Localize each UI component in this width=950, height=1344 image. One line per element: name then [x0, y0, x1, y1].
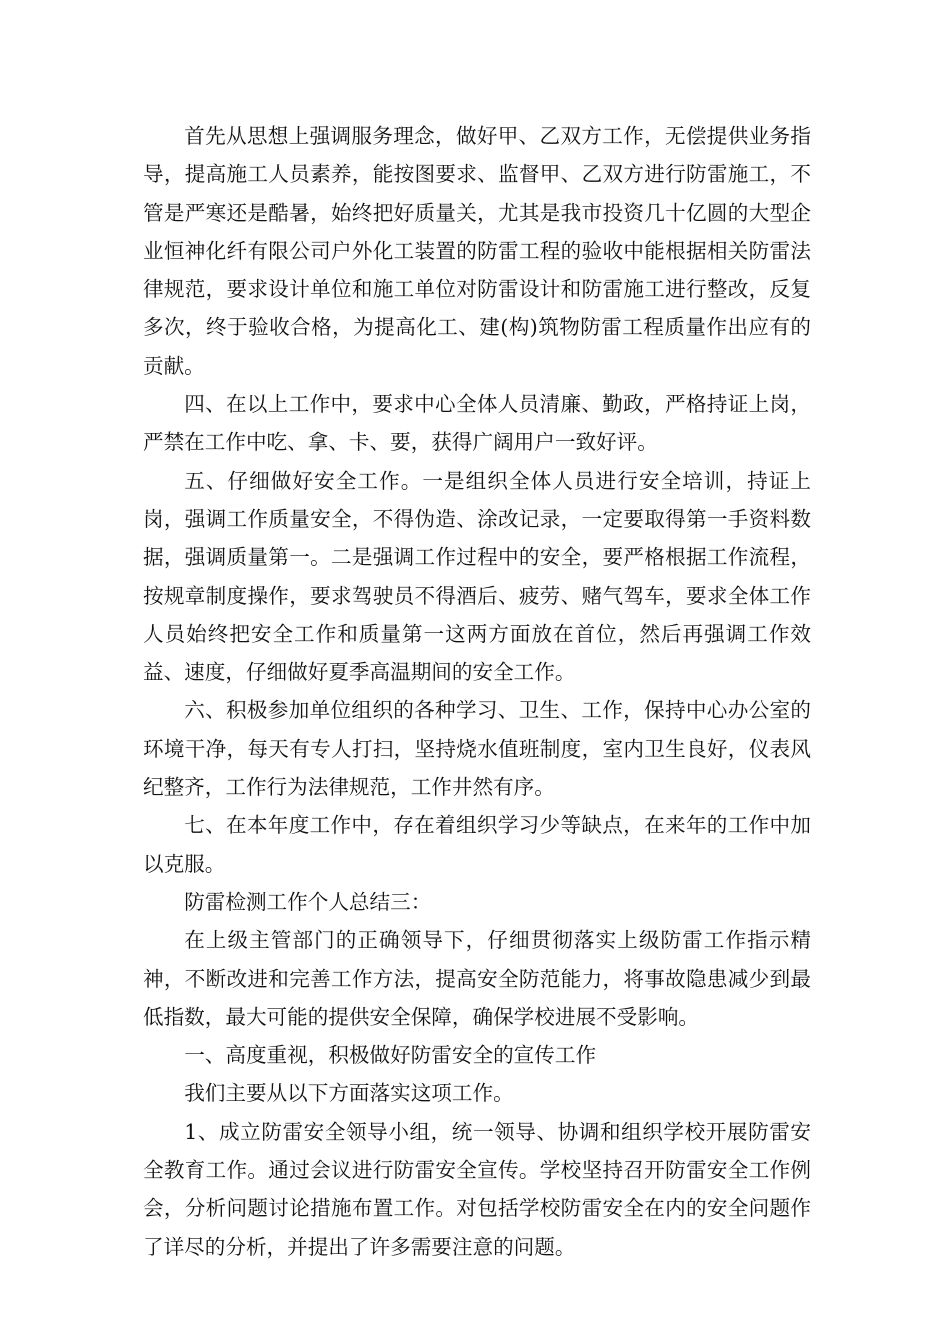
- paragraph: 1、成立防雷安全领导小组，统一领导、协调和组织学校开展防雷安全教育工作。通过会议进行防雷安全宣传。学校坚持召开防雷安全工作例会，分析问题讨论措施布置工作。对包括学校防雷安全在内的安全问题作了详尽的分析，并提出了许多需要注意的问题。: [143, 1119, 811, 1259]
- paragraph: 我们主要从以下方面落实这项工作。: [184, 1081, 514, 1106]
- paragraph: 七、在本年度工作中，存在着组织学习少等缺点，在来年的工作中加以克服。: [143, 813, 811, 876]
- document-body: [143, 117, 811, 1266]
- paragraph: 首先从思想上强调服务理念，做好甲、乙双方工作，无偿提供业务指导，提高施工人员素养，能按图要求、监督甲、乙双方进行防雷施工，不管是严寒还是酷暑，始终把好质量关，尤其是我市投资几十亿圆的大型企业恒神化纤有限公司户外化工装置的防雷工程的验收中能根据相关防雷法律规范，要求设计单位和施工单位对防雷设计和防雷施工进行整改，反复多次，终于验收合格，为提高化工、建(构)筑物防雷工程质量作出应有的贡献。: [143, 124, 811, 378]
- paragraph: 六、积极参加单位组织的各种学习、卫生、工作，保持中心办公室的环境干净，每天有专人打扫，坚持烧水值班制度，室内卫生良好，仪表风纪整齐，工作行为法律规范，工作井然有序。: [143, 698, 811, 800]
- paragraph: 在上级主管部门的正确领导下，仔细贯彻落实上级防雷工作指示精神，不断改进和完善工作方法，提高安全防范能力，将事故隐患减少到最低指数，最大可能的提供安全保障，确保学校进展不受影响。: [143, 928, 811, 1029]
- paragraph: 五、仔细做好安全工作。一是组织全体人员进行安全培训，持证上岗，强调工作质量安全，不得伪造、涂改记录，一定要取得第一手资料数据，强调质量第一。二是强调工作过程中的安全，要严格根据工作流程，按规章制度操作，要求驾驶员不得酒后、疲劳、赌气驾车，要求全体工作人员始终把安全工作和质量第一这两方面放在首位，然后再强调工作效益、速度，仔细做好夏季高温期间的安全工作。: [143, 468, 811, 685]
- section-heading: 防雷检测工作个人总结三：: [184, 889, 432, 914]
- section-heading: 一、高度重视，积极做好防雷安全的宣传工作: [184, 1043, 597, 1068]
- paragraph: 四、在以上工作中，要求中心全体人员清廉、勤政，严格持证上岗，严禁在工作中吃、拿、卡、要，获得广阔用户一致好评。: [143, 392, 811, 455]
